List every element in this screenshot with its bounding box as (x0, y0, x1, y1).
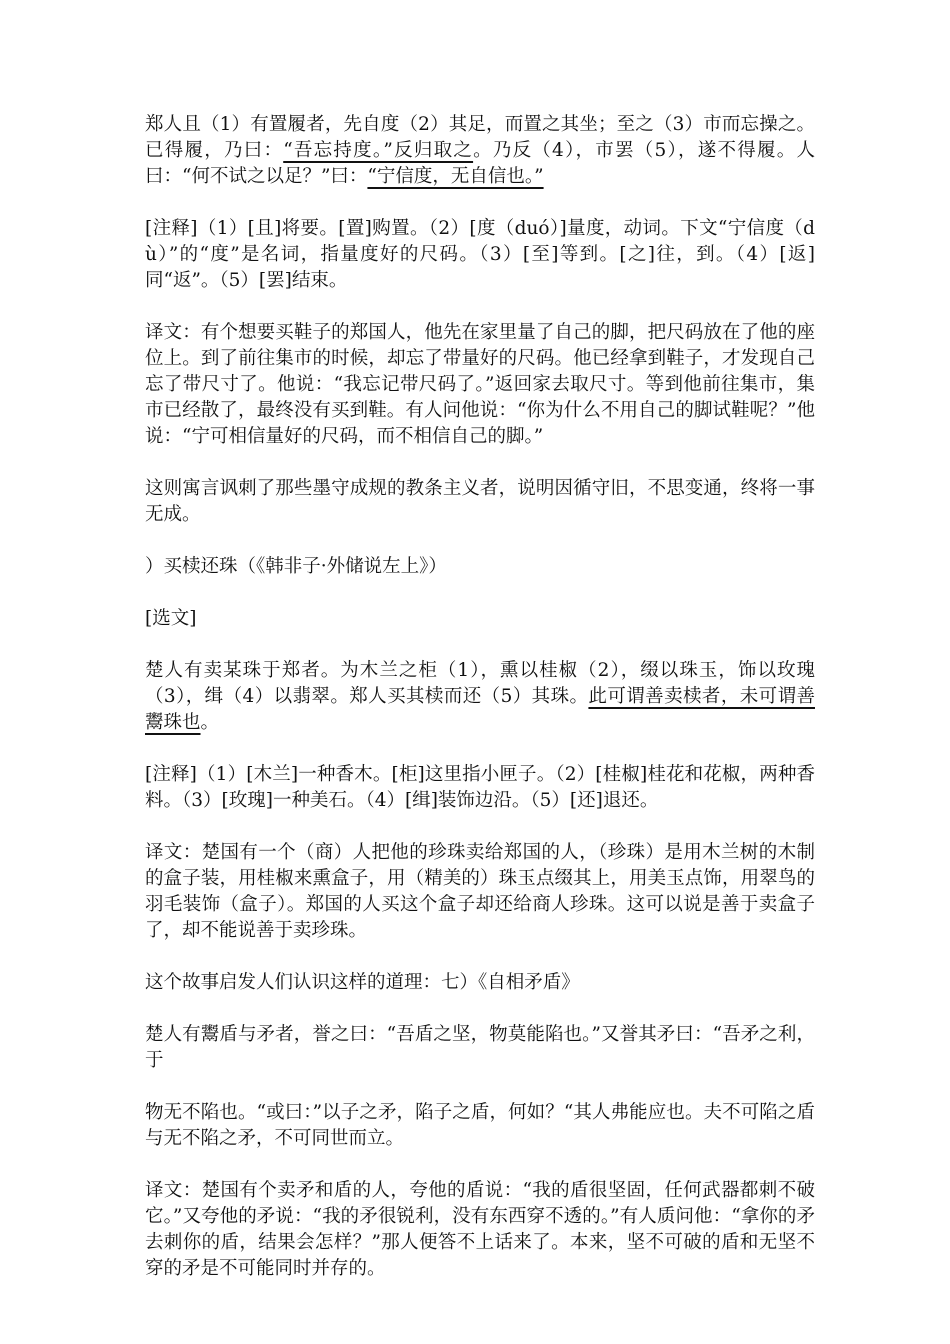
section-label: [选文] (145, 608, 197, 629)
moral-paragraph: 这则寓言讽刺了那些墨守成规的教条主义者，说明因循守旧，不思变通，终将一事无成。 (145, 478, 815, 525)
passage-zi-xiang-mao-dun: 楚人有鬻盾与矛者，誉之曰：“吾盾之坚，物莫能陷也。”又誉其矛曰：“吾矛之利，于 (145, 1024, 815, 1071)
annotation-paragraph: [注释]（1）[木兰]一种香木。[柜]这里指小匣子。（2）[桂椒]桂花和花椒，两种香料。（3）[玫瑰]一种美石。（4）[缉]装饰边沿。（5）[还]退还。 (145, 764, 815, 811)
passage-text: 楚人有卖某珠于郑者。为木兰之柜（1），熏以桂椒（2），缀以珠玉，饰以玫瑰（3），缉（4）以翡翠。郑人买其椟而还（5）其珠。 (145, 660, 815, 707)
passage-mai-du-huan-zhu (145, 658, 815, 736)
translation-paragraph: 译文：楚国有一个（商）人把他的珍珠卖给郑国的人，（珍珠）是用木兰树的木制的盒子装，用桂椒来熏盒子，用（精美的）珠玉点缀其上，用美玉点饰，用翠鸟的羽毛装饰（盒子）。郑国的人买这个盒子却还给商人珍珠。这可以说是善于卖盒子了，却不能说善于卖珍珠。 (145, 842, 815, 941)
lesson-paragraph: 这个故事启发人们认识这样的道理：七）《自相矛盾》 (145, 972, 580, 993)
translation-paragraph: 译文：有个想要买鞋子的郑国人，他先在家里量了自己的脚，把尺码放在了他的座位上。到了前往集市的时候，却忘了带量好的尺码。他已经拿到鞋子，才发现自己忘了带尺寸了。他说：“我忘记带尺码了。”返回家去取尺寸。等到他前往集市，集市已经散了，最终没有买到鞋。有人问他说：“你为什么不用自己的脚试鞋呢？”他说：“宁可相信量好的尺码，而不相信自己的脚。” (145, 322, 815, 447)
underlined-sentence: 此可谓善卖椟者，未可谓善鬻珠也 (145, 686, 815, 733)
translation-paragraph: 译文：楚国有个卖矛和盾的人，夸他的盾说：“我的盾很坚固，任何武器都刺不破它。”又夸他的矛说：“我的矛很锐利，没有东西穿不透的。”有人质问他：“拿你的矛去刺你的盾，结果会怎样？”那人便答不上话来了。本来，坚不可破的盾和无坚不穿的矛是不可能同时并存的。 (145, 1180, 815, 1279)
passage-continuation: 物无不陷也。“或曰：”以子之矛，陷子之盾，何如？“其人弗能应也。夫不可陷之盾与无不陷之矛，不可同世而立。 (145, 1102, 815, 1149)
underlined-sentence: “宁信度，无自信也。” (367, 166, 544, 187)
passage-text: 。乃反（4），市罢（5），遂不得履。人曰：“何不试之以足？”曰： (145, 140, 816, 187)
passage-text: 郑人且（1）有置履者，先自度（2）其足，而置之其坐；至之（3）市而忘操之。已得履，乃曰： (145, 114, 815, 161)
passage-text: 。 (200, 712, 220, 733)
section-heading: ）买椟还珠（《韩非子·外储说左上》） (145, 556, 447, 577)
passage-zheng-ren-mai-lv (145, 112, 815, 190)
document-body (145, 112, 815, 1308)
annotation-paragraph: [注释]（1）[且]将要。[置]购置。（2）[度（duó）]量度，动词。下文“宁信度（dù）”的“度”是名词，指量度好的尺码。（3）[至]等到。[之]往，到。（4）[返]同“返”。（5）[罢]结束。 (145, 218, 815, 291)
underlined-sentence: “吾忘持度。”反归取之 (283, 140, 474, 161)
